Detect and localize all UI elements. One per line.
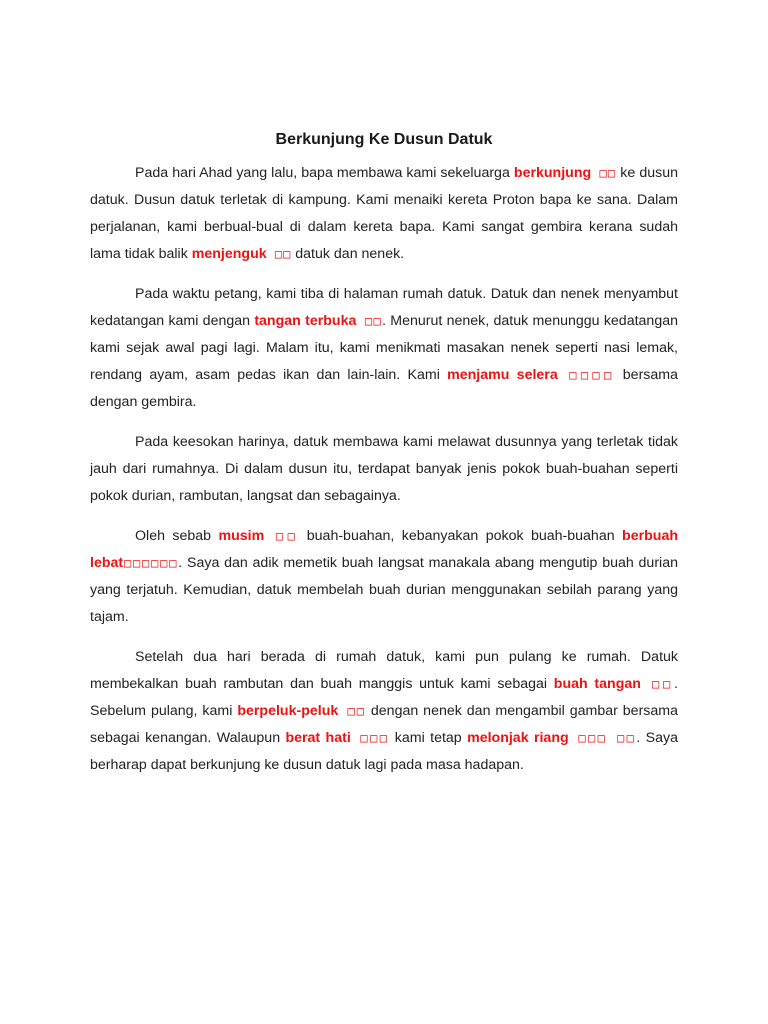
highlighted-phrase: tangan terbuka [254, 313, 357, 329]
paragraph-text: bersama dengan gembira. [90, 367, 678, 410]
missing-glyph-boxes: □□ [640, 677, 675, 691]
highlighted-phrase: menjamu selera [447, 367, 558, 383]
paragraph-text: . Saya dan adik memetik buah langsat manakala abang mengutip buah durian yang terjatuh. Kemudian, datuk membelah buah durian menggunakan sebilah parang yang tajam. [90, 555, 678, 625]
missing-glyph-boxes: □□ [264, 529, 300, 543]
paragraph-text: kami tetap [389, 730, 468, 746]
highlighted-phrase: berpeluk-peluk [237, 703, 339, 719]
missing-glyph-boxes: □□ [591, 166, 617, 180]
missing-glyph-boxes: □□ [338, 704, 366, 718]
paragraph-text: Pada waktu petang, kami tiba di halaman rumah datuk. Datuk dan nenek menyambut kedatangan kami dengan [90, 286, 678, 329]
paragraph-3 [90, 429, 678, 510]
highlighted-phrase: buah tangan [553, 676, 641, 692]
paragraph-1 [90, 160, 678, 268]
paragraph-4 [90, 523, 678, 631]
paragraph-text: dengan nenek dan mengambil gambar bersama sebagai kenangan. Walaupun [90, 703, 678, 746]
missing-glyph-boxes: □□ [266, 247, 292, 261]
paragraph-text: Pada keesokan harinya, datuk membawa kami melawat dusunnya yang terletak tidak jauh dari rumahnya. Di dalam dusun itu, terdapat banyak jenis pokok buah-buahan seperti pokok durian, rambutan, langsat dan sebagainya. [90, 434, 678, 504]
highlighted-phrase: berbuah lebat [90, 528, 678, 571]
missing-glyph-boxes: □□□ □□ [568, 731, 637, 745]
paragraph-text: . Sebelum pulang, kami [90, 676, 678, 719]
paragraph-text: Oleh sebab [135, 528, 219, 544]
highlighted-phrase: berat hati [285, 730, 351, 746]
page-title: Berkunjung Ke Dusun Datuk [275, 131, 493, 148]
highlighted-phrase: melonjak riang [467, 730, 569, 746]
paragraph-2 [90, 281, 678, 416]
paragraph-text: Pada hari Ahad yang lalu, bapa membawa kami sekeluarga [135, 165, 514, 181]
highlighted-phrase: menjenguk [191, 246, 267, 262]
paragraph-text: ke dusun datuk. Dusun datuk terletak di kampung. Kami menaiki kereta Proton bapa ke sana. Dalam perjalanan, kami berbual-bual di dalam kereta bapa. Kami sangat gembira kerana sudah lama tidak balik [90, 165, 678, 262]
highlighted-phrase: musim [218, 528, 265, 544]
missing-glyph-boxes: □□□□ [557, 368, 616, 382]
document-page [90, 128, 678, 792]
paragraph-5 [90, 644, 678, 779]
paragraph-text: datuk dan nenek. [291, 246, 405, 262]
missing-glyph-boxes: □□□□□□ [123, 556, 179, 570]
paragraph-text: Setelah dua hari berada di rumah datuk, kami pun pulang ke rumah. Datuk membekalkan buah rambutan dan buah manggis untuk kami sebagai [90, 649, 678, 692]
missing-glyph-boxes: □□ [356, 314, 383, 328]
paragraph-text: . Saya berharap dapat berkunjung ke dusun datuk lagi pada masa hadapan. [90, 730, 678, 773]
paragraph-text: . Menurut nenek, datuk menunggu kedatangan kami sejak awal pagi lagi. Malam itu, kami menikmati masakan nenek seperti nasi lemak, rendang ayam, asam pedas ikan dan lain-lain. Kami [90, 313, 678, 383]
missing-glyph-boxes: □□□ [350, 731, 390, 745]
paragraph-text: buah-buahan, kebanyakan pokok buah-buahan [299, 528, 623, 544]
essay-body [90, 160, 678, 779]
highlighted-phrase: berkunjung [513, 165, 592, 181]
